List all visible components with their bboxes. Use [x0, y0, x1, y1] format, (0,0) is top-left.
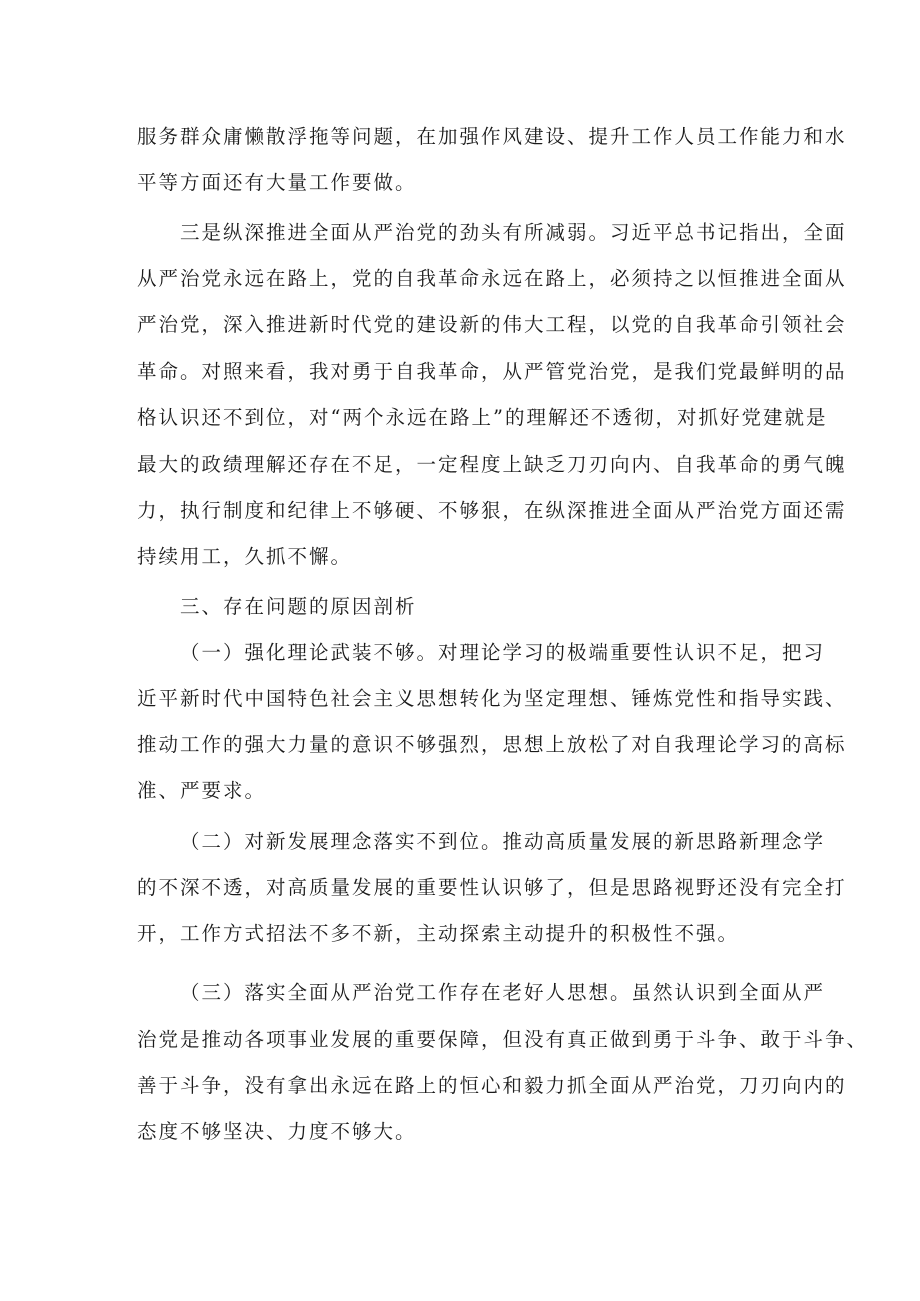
paragraph-6-line-3: 善于斗争，没有拿出永远在路上的恒心和毅力抓全面从严治党，刀刃向内的 [137, 1074, 847, 1097]
paragraph-6-line-1: （三）落实全面从严治党工作存在老好人思想。虽然认识到全面从严 [180, 981, 826, 1004]
paragraph-2-line-1: 三是纵深推进全面从严治党的劲头有所减弱。习近平总书记指出，全面 [180, 221, 847, 244]
paragraph-2-line-4: 革命。对照来看，我对勇于自我革命，从严管党治党，是我们党最鲜明的品 [137, 360, 847, 383]
section-heading: 三、存在问题的原因剖析 [180, 595, 417, 618]
paragraph-5-line-2: 的不深不透，对高质量发展的重要性认识够了，但是思路视野还没有完全打 [137, 876, 847, 899]
paragraph-4-line-4: 准、严要求。 [137, 779, 267, 802]
paragraph-5-line-3: 开，工作方式招法不多不新，主动探索主动提升的积极性不强。 [137, 922, 740, 945]
paragraph-2-line-8: 持续用工，久抓不懈。 [137, 545, 353, 568]
paragraph-2-line-6: 最大的政绩理解还存在不足，一定程度上缺乏刀刃向内、自我革命的勇气魄 [137, 453, 847, 476]
paragraph-2-line-7: 力，执行制度和纪律上不够硬、不够狠，在纵深推进全面从严治党方面还需 [137, 499, 847, 522]
paragraph-6-line-4: 态度不够坚决、力度不够大。 [137, 1120, 417, 1143]
paragraph-4-line-2: 近平新时代中国特色社会主义思想转化为坚定理想、锤炼党性和指导实践、 [137, 687, 847, 710]
paragraph-4-line-3: 推动工作的强大力量的意识不够强烈，思想上放松了对自我理论学习的高标 [137, 733, 847, 756]
paragraph-5-line-1: （二）对新发展理念落实不到位。推动高质量发展的新思路新理念学 [180, 830, 826, 853]
paragraph-1-line-1: 服务群众庸懒散浮拖等问题，在加强作风建设、提升工作人员工作能力和水 [137, 125, 847, 148]
paragraph-6-line-2: 治党是推动各项事业发展的重要保障，但没有真正做到勇于斗争、敢于斗争、 [137, 1028, 869, 1051]
paragraph-2-line-5: 格认识还不到位，对“两个永远在路上”的理解还不透彻，对抓好党建就是 [137, 406, 828, 429]
paragraph-2-line-3: 严治党，深入推进新时代党的建设新的伟大工程，以党的自我革命引领社会 [137, 313, 847, 336]
paragraph-1-line-2: 平等方面还有大量工作要做。 [137, 171, 417, 194]
paragraph-4-line-1: （一）强化理论武装不够。对理论学习的极端重要性认识不足，把习 [180, 641, 826, 664]
paragraph-2-line-2: 从严治党永远在路上，党的自我革命永远在路上，必须持之以恒推进全面从 [137, 267, 847, 290]
